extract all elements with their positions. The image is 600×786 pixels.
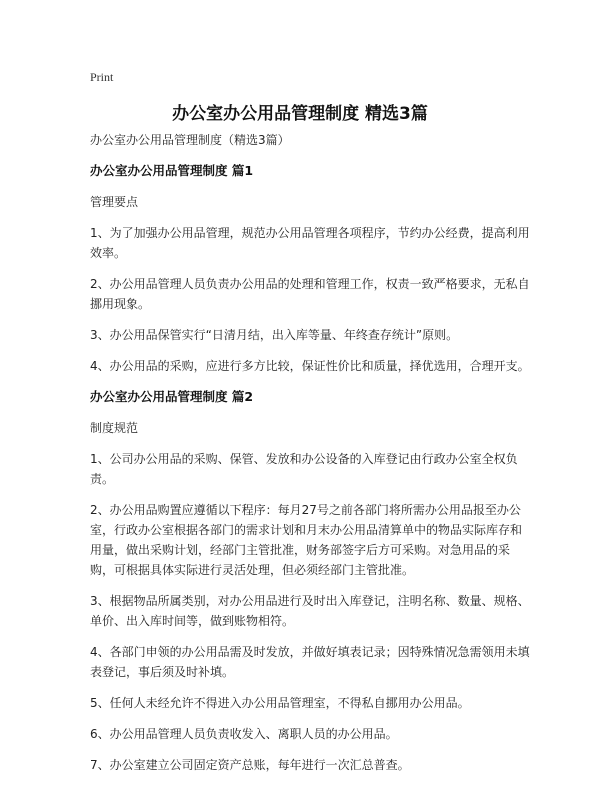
paragraph: 1、公司办公用品的采购、保管、发放和办公设备的入库登记由行政办公室全权负责。 [90, 452, 518, 486]
paragraph: 2、办公用品购置应遵循以下程序：每月27号之前各部门将所需办公用品报至办公室，行政办公室根据各部门的需求计划和月末办公用品清算单中的物品实际库存和用量，做出采购计划，经部门主管批准，财务部签字后方可采购。对急用品的采购，可根据具体实际进行灵活处理，但必须经部门主管批准。 [90, 503, 523, 577]
paragraph: 4、各部门申领的办公用品需及时发放，并做好填表记录；因特殊情况急需领用未填表登记，事后须及时补填。 [90, 645, 530, 679]
paragraph: 5、任何人未经允许不得进入办公用品管理室，不得私自挪用办公用品。 [90, 696, 470, 710]
paragraph: 2、办公用品管理人员负责办公用品的处理和管理工作，权责一致严格要求，无私自挪用现象。 [90, 277, 530, 311]
section-label: 制度规范 [90, 421, 139, 435]
paragraph: 1、为了加强办公用品管理，规范办公用品管理各项程序，节约办公经费，提高利用效率。 [90, 226, 530, 260]
print-link[interactable]: Print [90, 70, 114, 84]
paragraph: 4、办公用品的采购，应进行多方比较，保证性价比和质量，择优选用，合理开支。 [90, 359, 530, 373]
document-body [90, 130, 530, 786]
section-heading: 办公室办公用品管理制度 篇2 [90, 389, 254, 404]
section-label: 管理要点 [90, 195, 139, 209]
paragraph: 7、办公室建立公司固定资产总账，每年进行一次汇总普查。 [90, 758, 410, 772]
document-subtitle: 办公室办公用品管理制度（精选3篇） [90, 133, 290, 147]
paragraph: 6、办公用品管理人员负责收发入、离职人员的办公用品。 [90, 727, 398, 741]
page-title: 办公室办公用品管理制度 精选3篇 [172, 104, 428, 124]
paragraph: 3、办公用品保管实行“日清月结，出入库等量、年终查存统计”原则。 [90, 328, 459, 342]
section-1 [90, 161, 530, 376]
section-2 [90, 387, 530, 775]
paragraph: 3、根据物品所属类别，对办公用品进行及时出入库登记，注明名称、数量、规格、单价、出入库时间等，做到账物相符。 [90, 594, 530, 628]
section-heading: 办公室办公用品管理制度 篇1 [90, 163, 254, 178]
